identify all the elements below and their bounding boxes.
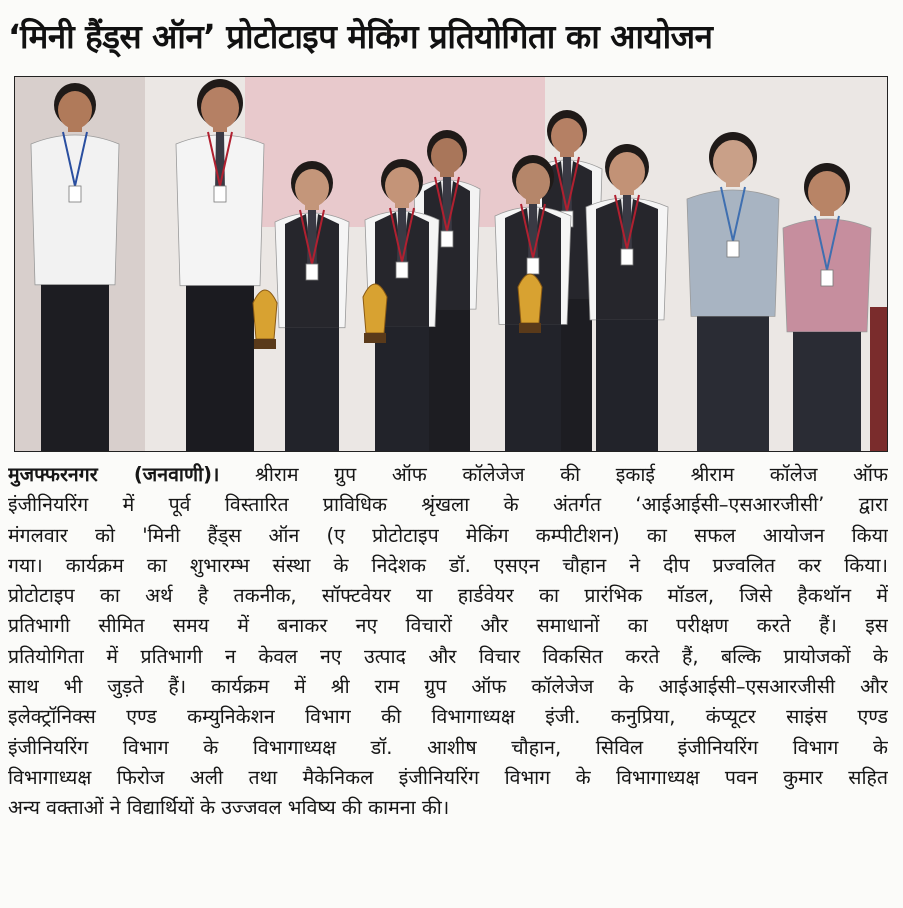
curtain [870, 307, 887, 451]
trophy-3-base [519, 323, 541, 333]
article-line-8: साथ भी जुड़ते हैं। कार्यक्रम में श्री राम ग्रुप ऑफ कॉलेजेज के आईआईसी–एसआरजीसी और [8, 675, 888, 699]
person-2-face [201, 87, 239, 129]
person-9-pants [697, 316, 769, 451]
person-1-id-card [69, 186, 81, 202]
person-1-face [58, 91, 92, 129]
person-5-id-card [441, 231, 453, 247]
dateline: मुजफ्फरनगर (जनवाणी)। [8, 463, 220, 486]
person-8-id-card [621, 249, 633, 265]
article-line-3: मंगलवार को 'मिनी हैंड्स ऑन (ए प्रोटोटाइप मेकिंग कम्पीटीशन) का सफल आयोजन किया [8, 523, 888, 547]
article-line-7: प्रतियोगिता में प्रतिभागी न केवल नए उत्पाद और विचार विकसित करते हैं, बल्कि प्रायोजकों के [8, 644, 888, 668]
group-photo-illustration [15, 77, 887, 451]
headline: ‘मिनी हैंड्स ऑन’ प्रोटोटाइप मेकिंग प्रतियोगिता का आयोजन [8, 17, 713, 56]
article-line-11: विभागाध्यक्ष फिरोज अली तथा मैकेनिकल इंजीनियरिंग विभाग के विभागाध्यक्ष पवन कुमार सहित [8, 765, 888, 789]
trophy-1-base [254, 339, 276, 349]
article-line-6: प्रतिभागी सीमित समय में बनाकर नए विचारों और समाधानों का परीक्षण करते हैं। इस [8, 614, 888, 638]
person-9-face [713, 140, 753, 184]
person-2-id-card [214, 186, 226, 202]
person-4-face [385, 167, 419, 205]
article-line-2: इंजीनियरिंग में पूर्व विस्तारित प्राविधिक श्रृंखला के अंतर्गत ‘आईआईसी–एसआरजीसी’ द्वारा [8, 493, 888, 517]
person-9-id-card [727, 241, 739, 257]
article-line-10: इंजीनियरिंग विभाग के विभागाध्यक्ष डॉ. आशीष चौहान, सिविल इंजीनियरिंग विभाग के [8, 735, 888, 759]
person-6-pants [505, 324, 561, 451]
news-photo [14, 76, 888, 452]
person-10-face [808, 171, 846, 213]
article-line-12: अन्य वक्ताओं ने विद्यार्थियों के उज्जवल भविष्य की कामना की। [8, 796, 450, 820]
person-1-pants [41, 285, 109, 451]
person-4-id-card [396, 262, 408, 278]
person-3-pants [285, 328, 339, 451]
person-1-shirt [31, 135, 119, 285]
person-8-face [609, 152, 645, 192]
person-2-pants [186, 286, 254, 451]
trophy-2-base [364, 333, 386, 343]
article-line-1-text: श्रीराम ग्रुप ऑफ कॉलेजेज की इकाई श्रीराम कॉलेज ऑफ [255, 463, 888, 486]
person-3-face [295, 169, 329, 207]
article-line-1 [8, 460, 888, 490]
person-6-id-card [527, 258, 539, 274]
trophy-2 [363, 284, 387, 333]
person-3-id-card [306, 264, 318, 280]
person-10-id-card [821, 270, 833, 286]
person-4-pants [375, 327, 429, 451]
person-8-pants [596, 320, 658, 451]
person-6-face [516, 163, 550, 201]
article-line-5: प्रोटोटाइप का अर्थ है तकनीक, सॉफ्टवेयर या हार्डवेयर का प्रारंभिक मॉडल, जिसे हैकथॉन में [8, 584, 888, 608]
person-7-face [551, 118, 583, 154]
person-5-face [431, 138, 463, 174]
person-5-pants [424, 309, 470, 451]
article-line-9: इलेक्ट्रॉनिक्स एण्ड कम्युनिकेशन विभाग की विभागाध्यक्ष इंजी. कनुप्रिया, कंप्यूटर साइंस एण्ड [8, 705, 888, 729]
article-body [8, 460, 888, 824]
article-line-4: गया। कार्यक्रम का शुभारम्भ संस्था के निदेशक डॉ. एसएन चौहान ने दीप प्रज्वलित कर किया। [8, 553, 888, 577]
trophy-1 [253, 290, 277, 339]
person-10-pants [793, 332, 861, 451]
trophy-3 [518, 274, 542, 323]
